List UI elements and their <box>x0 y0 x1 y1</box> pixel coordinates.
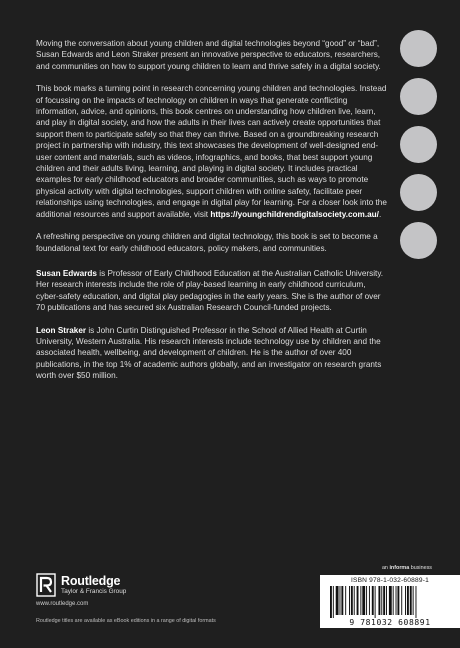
barcode-bar <box>386 586 387 615</box>
blurb-paragraph-2-text: This book marks a turning point in research concerning young children and technologies. Instead of focussing on the impacts of technology on children in ways that generate conflicting information, advice, and opinions, this book centres on understanding how children live, learn, and play in digital society, and how the adults in their lives can actively create opportunities that support them to participate safely so that they can thrive. Based on a groundbreaking research project in partnership with industry, this text showcases the development of well-designed end-user content and materials, such as videos, infographics, and books, that best support young children and their adults living, learning, and playing in digital society. It includes practical examples for early childhood educators and broader communities, such as ways to promote physical activity with digital technologies, support children with online safety, facilitate peer relationships using technologies, and engage in digital play for learning. For a closer look into the additional resources and support available, visit <box>36 84 387 219</box>
resource-link[interactable]: https://youngchildrendigitalsociety.com.au/ <box>210 209 379 219</box>
circle-2 <box>400 78 437 115</box>
circle-3 <box>400 126 437 163</box>
barcode-bar <box>351 586 353 615</box>
barcode-bar <box>381 586 382 615</box>
barcode-bar <box>410 586 412 615</box>
blurb-paragraph-2 <box>36 83 388 220</box>
barcode-bar <box>341 586 343 615</box>
barcode-bar <box>393 586 394 615</box>
informa-tag <box>382 565 432 571</box>
informa-prefix: an <box>381 565 390 571</box>
decorative-circles <box>400 30 438 270</box>
barcode-bar <box>375 586 376 618</box>
routledge-r-icon <box>36 573 56 597</box>
informa-brand: informa <box>389 565 410 571</box>
blurb-paragraph-1: Moving the conversation about young children and digital technologies beyond “good” or “bad”, Susan Edwards and Leon Straker present an innovative perspective to educators, researchers, and communities on how to support young children to learn and thrive safely in a digital society. <box>36 39 381 71</box>
barcode-bar <box>389 586 392 615</box>
barcode-bar <box>340 586 341 615</box>
barcode-bar <box>407 586 409 615</box>
barcode-bar <box>360 586 361 615</box>
barcode-bar <box>357 586 359 615</box>
barcode <box>320 575 460 628</box>
blurb-paragraph-3: A refreshing perspective on young children and digital technology, this book is set to become a foundational text for early childhood educators, policy makers, and communities. <box>36 232 378 253</box>
isbn-label: ISBN 978-1-032-60889-1 <box>350 577 430 584</box>
ebook-note: Routledge titles are available as eBook editions in a range of digital formats <box>36 618 216 624</box>
blurb-paragraph-2-end: . <box>378 209 382 219</box>
informa-suffix: business <box>409 565 432 571</box>
circle-5 <box>400 222 437 259</box>
barcode-bar <box>362 586 365 615</box>
author-bio-2 <box>36 325 388 382</box>
author-name-2: Leon Straker <box>36 325 87 335</box>
routledge-logo <box>36 573 126 597</box>
publisher-name: Routledge <box>61 573 121 588</box>
barcode-bar <box>397 586 399 615</box>
barcode-bars <box>330 586 450 618</box>
barcode-bar <box>369 586 370 615</box>
barcode-bar <box>396 586 397 615</box>
barcode-bar <box>405 586 406 615</box>
cover-text <box>36 38 388 393</box>
barcode-bar <box>349 586 350 615</box>
circle-4 <box>400 174 437 211</box>
author-bio-1 <box>36 268 388 314</box>
barcode-bar <box>345 586 346 615</box>
barcode-bar <box>413 586 414 615</box>
barcode-bar <box>354 586 355 615</box>
publisher-group: Taylor & Francis Group <box>61 587 127 595</box>
author-name-1: Susan Edwards <box>36 268 97 278</box>
barcode-bar <box>372 586 374 615</box>
author-bio-text-1: is Professor of Early Childhood Education at the Australian Catholic University. Her research interests include the role of play-based learning in early childhood curriculum, cyber-safety education, and digital play pedagogies in the early years. She is the author of over 70 publications and has secured six Australian Research Council-funded projects. <box>36 268 384 313</box>
barcode-bar <box>330 586 332 618</box>
author-bio-text-2: is John Curtin Distinguished Professor in the School of Allied Health at Curtin University, Western Australia. His research interests include technology use by children and the associated health, wellbeing, and development of children. He is the author of over 400 publications, in the top 1% of academic authors globally, and an investigator on research grants worth over $50 million. <box>36 325 382 381</box>
barcode-bar <box>333 586 334 618</box>
circle-1 <box>400 30 437 67</box>
barcode-bar <box>383 586 385 615</box>
barcode-bar <box>366 586 367 615</box>
footer <box>36 565 436 645</box>
barcode-bar <box>336 586 339 615</box>
barcode-bar <box>401 586 402 615</box>
barcode-digits: 9 781032 608891 <box>349 618 431 627</box>
barcode-bar <box>378 586 380 615</box>
barcode-bar <box>416 586 417 618</box>
publisher-website[interactable]: www.routledge.com <box>36 601 89 607</box>
